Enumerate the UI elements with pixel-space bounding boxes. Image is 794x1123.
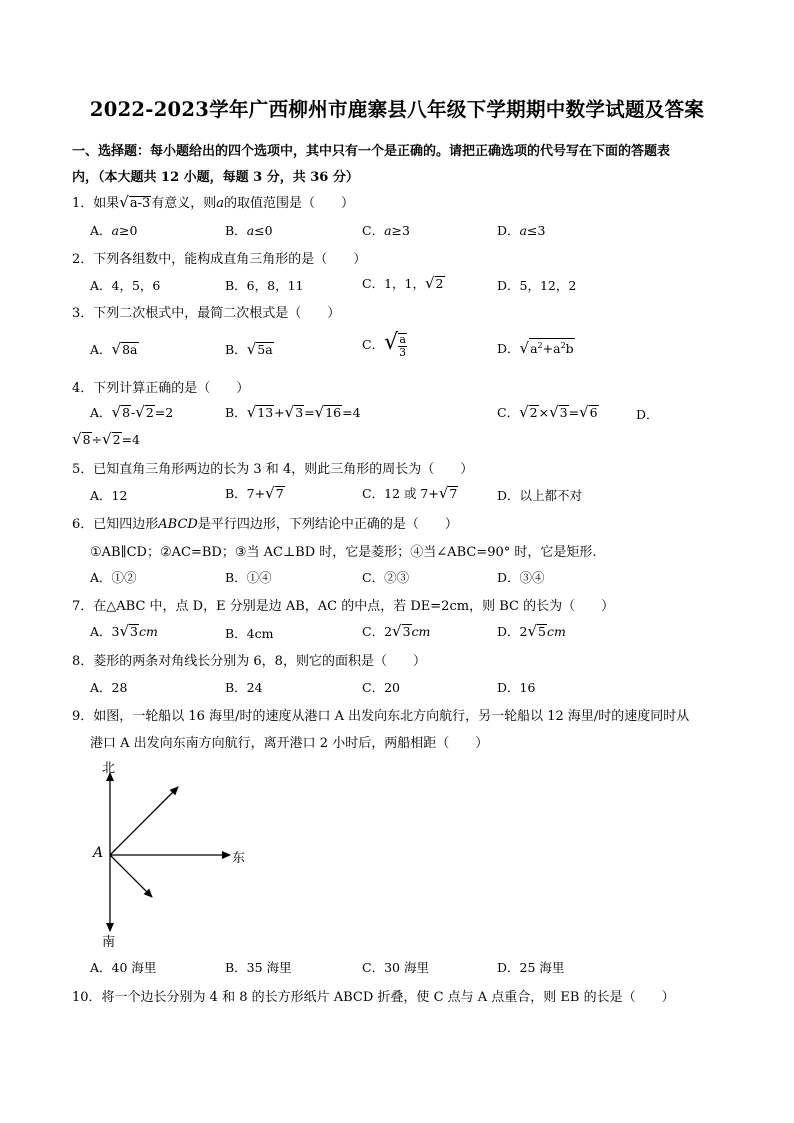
question-4-option-c: C．√2×√3=√6 [497, 403, 598, 421]
question-5-stem: 5．已知直角三角形两边的长为 3 和 4，则此三角形的周长为（ ） [72, 462, 474, 477]
question-1-option-c: C．a≥3 [362, 223, 410, 238]
question-7-option-c: C．2√3cm [362, 622, 431, 640]
label-east: 东 [232, 851, 246, 866]
question-7-option-a: A．3√3cm [90, 622, 158, 640]
question-5-option-a: A．12 [90, 488, 128, 503]
label-north: 北 [102, 761, 116, 776]
question-4-option-d: √8÷√2=4 [72, 430, 140, 448]
question-7-option-b: B．4cm [225, 626, 274, 641]
direction-diagram [80, 755, 270, 955]
question-9-option-a: A．40 海里 [90, 960, 157, 975]
question-4-option-a: A．√8-√2=2 [90, 403, 174, 421]
question-2-option-a: A．4，5，6 [90, 278, 161, 293]
question-2-option-c: C．1，1，√2 [362, 274, 444, 292]
question-3-option-a: A．√8a [90, 340, 138, 358]
question-1-option-b: B．a≤0 [225, 223, 273, 238]
question-6-option-d: D．③④ [497, 570, 545, 585]
question-8-option-b: B．24 [225, 680, 263, 695]
section-instructions-line1: 一、选择题：每小题给出的四个选项中，其中只有一个是正确的。请把正确选项的代号写在下面的答题表 [72, 144, 671, 159]
question-3-stem: 3．下列二次根式中，最简二次根式是（ ） [72, 306, 341, 321]
question-4-stem: 4．下列计算正确的是（ ） [72, 381, 250, 396]
question-1-option-d: D．a≤3 [497, 223, 546, 238]
question-5-option-c: C．12 或 7+√7 [362, 484, 458, 502]
question-2-option-b: B．6，8，11 [225, 278, 304, 293]
question-9-option-d: D．25 海里 [497, 960, 565, 975]
question-6-option-a: A．①② [90, 570, 137, 585]
question-6-option-b: B．①④ [225, 570, 272, 585]
question-5-option-d: D．以上都不对 [497, 488, 583, 503]
question-8-option-d: D．16 [497, 680, 536, 695]
question-9-option-c: C．30 海里 [362, 960, 429, 975]
question-7-stem: 7．在△ABC 中，点 D，E 分别是边 AB，AC 的中点，若 DE=2cm，则 BC 的长为（ ） [72, 599, 615, 614]
label-point-a: A [93, 845, 104, 861]
question-8-option-a: A．28 [90, 680, 128, 695]
question-8-stem: 8．菱形的两条对角线长分别为 6，8，则它的面积是（ ） [72, 654, 426, 669]
question-6-stem: 6．已知四边形ABCD是平行四边形，下列结论中正确的是（ ） [72, 517, 458, 532]
section-instructions-line2: 内，（本大题共 12 小题，每题 3 分，共 36 分） [72, 170, 359, 185]
question-9-option-b: B．35 海里 [225, 960, 292, 975]
question-3-option-b: B．√5a [225, 340, 273, 358]
radical: a-3 [129, 196, 151, 211]
question-4-option-b: B．√13+√3=√16=4 [225, 403, 361, 421]
question-2-option-d: D．5，12，2 [497, 278, 577, 293]
question-6-statements: ①AB∥CD；②AC=BD；③当 AC⊥BD 时，它是菱形；④当∠ABC=90° 时，它是矩形. [90, 545, 597, 560]
question-7-option-d: D．2√5cm [497, 622, 566, 640]
question-10-stem: 10．将一个边长分别为 4 和 8 的长方形纸片 ABCD 折叠，使 C 点与 A 点重合，则 EB 的长是（ ） [72, 990, 675, 1005]
question-5-option-b: B．7+√7 [225, 484, 284, 502]
question-9-line2: 港口 A 出发向东南方向航行，离开港口 2 小时后，两船相距（ ） [90, 736, 489, 751]
question-6-option-c: C．②③ [362, 570, 410, 585]
question-9-line1: 9．如图，一轮船以 16 海里/时的速度从港口 A 出发向东北方向航行，另一轮船以 12 海里/时的速度同时从 [72, 709, 690, 724]
question-4-option-d-label: D． [636, 407, 659, 422]
page-title: 2022-2023学年广西柳州市鹿寨县八年级下学期期中数学试题及答案 [89, 98, 705, 121]
question-1-stem: 1．如果√a-3有意义，则a的取值范围是（ ） [72, 193, 355, 211]
northeast-path [110, 787, 178, 855]
question-2-stem: 2．下列各组数中，能构成直角三角形的是（ ） [72, 252, 367, 267]
southeast-path [110, 855, 152, 897]
question-8-option-c: C．20 [362, 680, 400, 695]
question-3-option-c: C．√ $\frac{a}{3}$ [362, 330, 407, 359]
question-3-option-d: D．$√a^2+a^2b$ [497, 339, 574, 358]
question-1-option-a: A．a≥0 [90, 223, 138, 238]
label-south: 南 [102, 935, 116, 950]
